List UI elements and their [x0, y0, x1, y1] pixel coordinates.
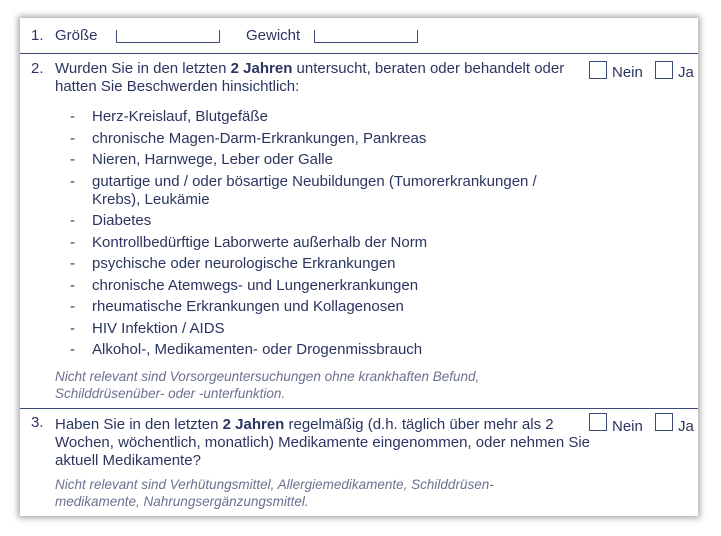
question-3-text-after: regelmäßig (d.h. täglich über mehr als 2 Wochen, wöchentlich, monatlich) Medikamente eingenommen, oder nehmen Sie aktuell Medikamente? [55, 416, 591, 469]
list-item-text: psychische oder neurologische Erkrankungen [92, 255, 396, 272]
list-dash: - [70, 298, 75, 315]
list-dash: - [70, 233, 75, 251]
list-item [70, 151, 562, 169]
list-item-text: Kontrollbedürftige Laborwerte außerhalb der Norm [92, 233, 428, 251]
list-item [70, 108, 562, 126]
question-2-yes-label: Ja [678, 64, 694, 81]
condition-list [70, 108, 562, 363]
question-3-number: 3. [31, 414, 44, 431]
question-2-no-label: Nein [612, 64, 643, 81]
list-item [70, 320, 562, 338]
list-item-text: gutartige und / oder bösartige Neubildungen (Tumorerkrankungen / Krebs), Leukämie [92, 172, 537, 208]
size-label: Größe [55, 27, 98, 44]
list-dash: - [70, 341, 75, 358]
question-2-text [55, 60, 575, 96]
list-dash: - [70, 172, 75, 190]
weight-input[interactable] [314, 30, 418, 43]
list-item [70, 130, 562, 148]
list-item-text: chronische Atemwegs- und Lungenerkrankungen [92, 276, 419, 294]
list-dash: - [70, 129, 75, 147]
list-item-text: Diabetes [92, 212, 152, 229]
list-dash: - [70, 255, 75, 272]
divider [20, 408, 698, 409]
question-3-text-bold: 2 Jahren [222, 416, 285, 433]
question-3-yes-label: Ja [678, 418, 694, 435]
list-item [70, 277, 562, 295]
list-item-text: Alkohol-, Medikamenten- oder Drogenmissbrauch [92, 341, 423, 358]
list-item [70, 341, 562, 359]
questionnaire-sheet [20, 18, 698, 516]
question-3-note: Nicht relevant sind Verhütungsmittel, Allergiemedikamente, Schilddrüsen-medikamente, Nahrungsergänzungsmittel. [55, 477, 494, 509]
list-item [70, 298, 562, 316]
question-3-no-label: Nein [612, 418, 643, 435]
list-item-text: Nieren, Harnwege, Leber oder Galle [92, 151, 333, 168]
list-dash: - [70, 276, 75, 294]
question-2-text-before: Wurden Sie in den letzten [55, 60, 231, 77]
question-3-text-before: Haben Sie in den letzten [55, 416, 223, 433]
question-3-text [55, 416, 590, 470]
question-3-yes-checkbox[interactable] [655, 413, 673, 431]
question-3-no-checkbox[interactable] [589, 413, 607, 431]
question-2-number: 2. [31, 60, 44, 77]
list-dash: - [70, 151, 75, 168]
list-item [70, 255, 562, 273]
list-item-text: Herz-Kreislauf, Blutgefäße [92, 108, 268, 125]
list-dash: - [70, 212, 75, 229]
question-2-no-checkbox[interactable] [589, 61, 607, 79]
question-1-number: 1. [31, 27, 44, 44]
size-input[interactable] [116, 30, 220, 43]
question-2-text-after: untersucht, beraten oder behandelt oder hatten Sie Beschwerden hinsichtlich: [55, 60, 565, 95]
list-item [70, 212, 562, 230]
list-item-text: HIV Infektion / AIDS [92, 319, 225, 337]
question-2-yes-checkbox[interactable] [655, 61, 673, 79]
list-item [70, 173, 562, 209]
list-dash: - [70, 319, 75, 337]
question-2-text-bold: 2 Jahren [230, 60, 293, 77]
list-item-text: chronische Magen-Darm-Erkrankungen, Pankreas [92, 129, 427, 147]
list-item [70, 234, 562, 252]
divider [20, 53, 698, 54]
list-dash: - [70, 108, 75, 125]
list-item-text: rheumatische Erkrankungen und Kollagenosen [92, 298, 404, 315]
weight-label: Gewicht [246, 27, 301, 44]
question-2-note: Nicht relevant sind Vorsorgeuntersuchungen ohne krankhaften Befund, Schilddrüsenüber- oder -unterfunktion. [55, 369, 480, 401]
